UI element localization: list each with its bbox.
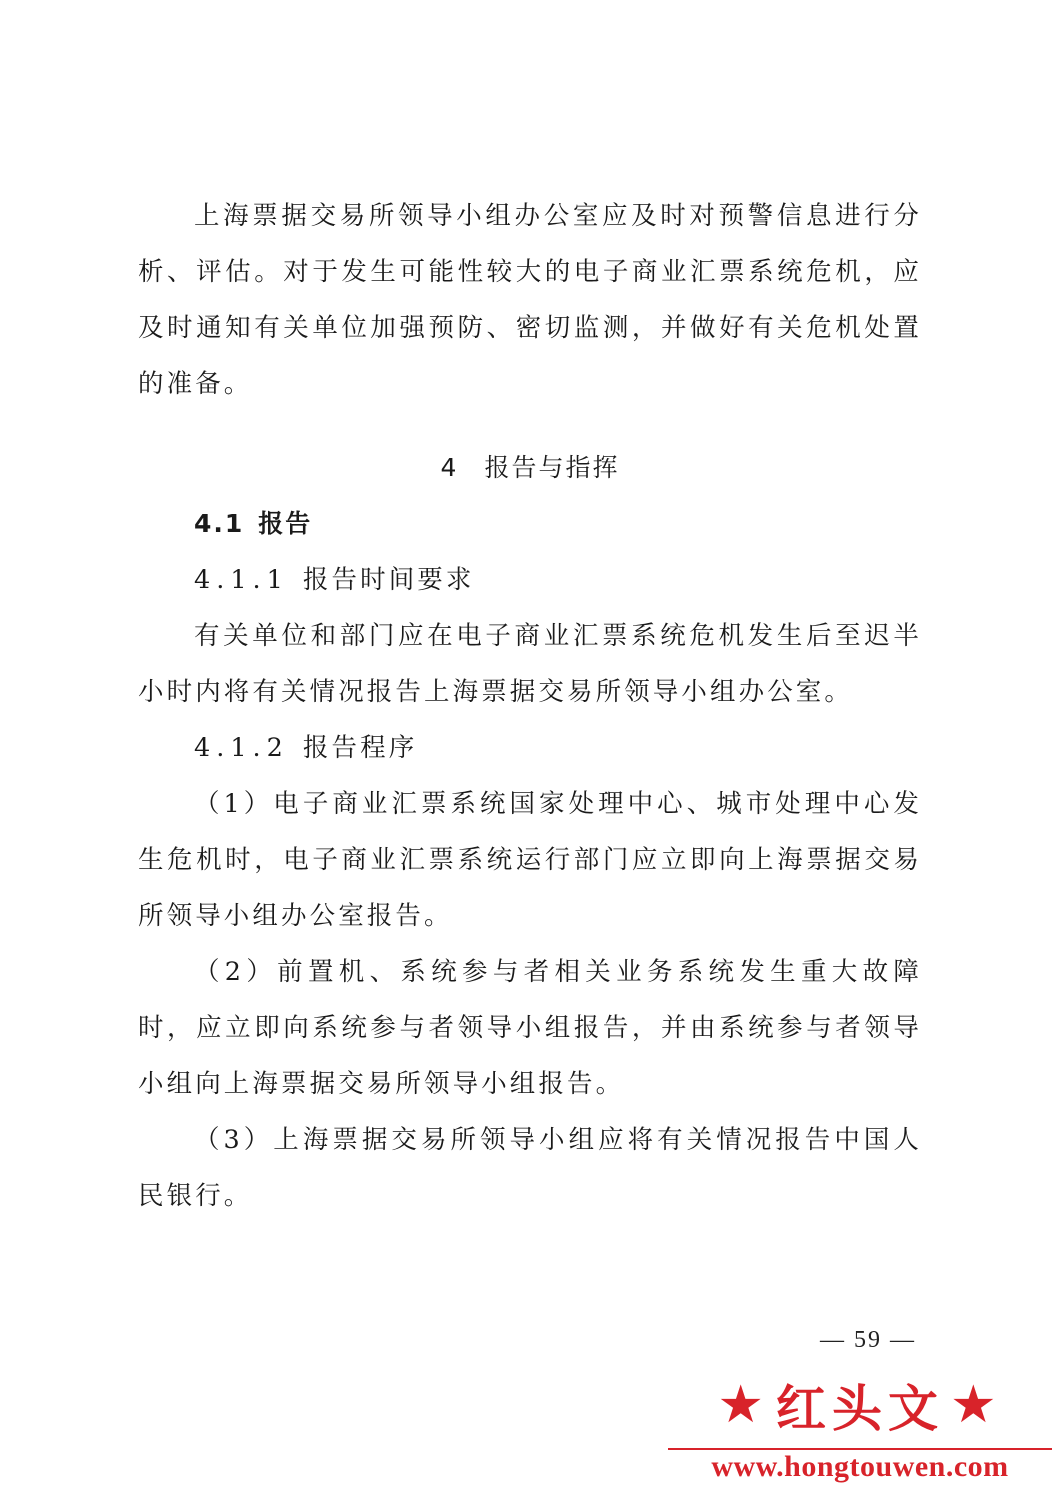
subsection-title: 报告时间要求 bbox=[302, 565, 475, 595]
watermark-url: www.hongtouwen.com bbox=[711, 1450, 1009, 1483]
chapter-title: 报告与指挥 bbox=[484, 453, 620, 482]
subsection-number: 4.1.2 bbox=[194, 733, 289, 763]
page-number: — 59 — bbox=[820, 1327, 916, 1353]
document-body bbox=[138, 188, 922, 1224]
star-icon: ★ bbox=[950, 1375, 1003, 1435]
watermark-title-text: 红头文 bbox=[776, 1380, 944, 1438]
subsection-heading-procedure bbox=[138, 720, 922, 776]
star-icon: ★ bbox=[717, 1375, 770, 1435]
chapter-number: 4 bbox=[440, 453, 459, 482]
chapter-heading bbox=[138, 440, 922, 496]
watermark-title bbox=[662, 1372, 1058, 1438]
subsection-number: 4.1.1 bbox=[194, 565, 289, 595]
paragraph-report-time: 有关单位和部门应在电子商业汇票系统危机发生后至迟半小时内将有关情况报告上海票据交易所领导小组办公室。 bbox=[138, 621, 922, 707]
section-title: 报告 bbox=[258, 509, 313, 538]
section-heading bbox=[138, 496, 922, 552]
paragraph-early-warning: 上海票据交易所领导小组办公室应及时对预警信息进行分析、评估。对于发生可能性较大的电子商业汇票系统危机，应及时通知有关单位加强预防、密切监测，并做好有关危机处置的准备。 bbox=[138, 201, 922, 399]
subsection-heading-time bbox=[138, 552, 922, 608]
procedure-item-1: （1）电子商业汇票系统国家处理中心、城市处理中心发生危机时，电子商业汇票系统运行部门应立即向上海票据交易所领导小组办公室报告。 bbox=[138, 789, 922, 931]
procedure-item-3: （3）上海票据交易所领导小组应将有关情况报告中国人民银行。 bbox=[138, 1125, 922, 1211]
watermark bbox=[662, 1372, 1058, 1497]
procedure-item-2: （2）前置机、系统参与者相关业务系统发生重大故障时，应立即向系统参与者领导小组报告，并由系统参与者领导小组向上海票据交易所领导小组报告。 bbox=[138, 957, 922, 1099]
subsection-title: 报告程序 bbox=[302, 733, 418, 763]
section-number: 4.1 bbox=[194, 509, 245, 538]
